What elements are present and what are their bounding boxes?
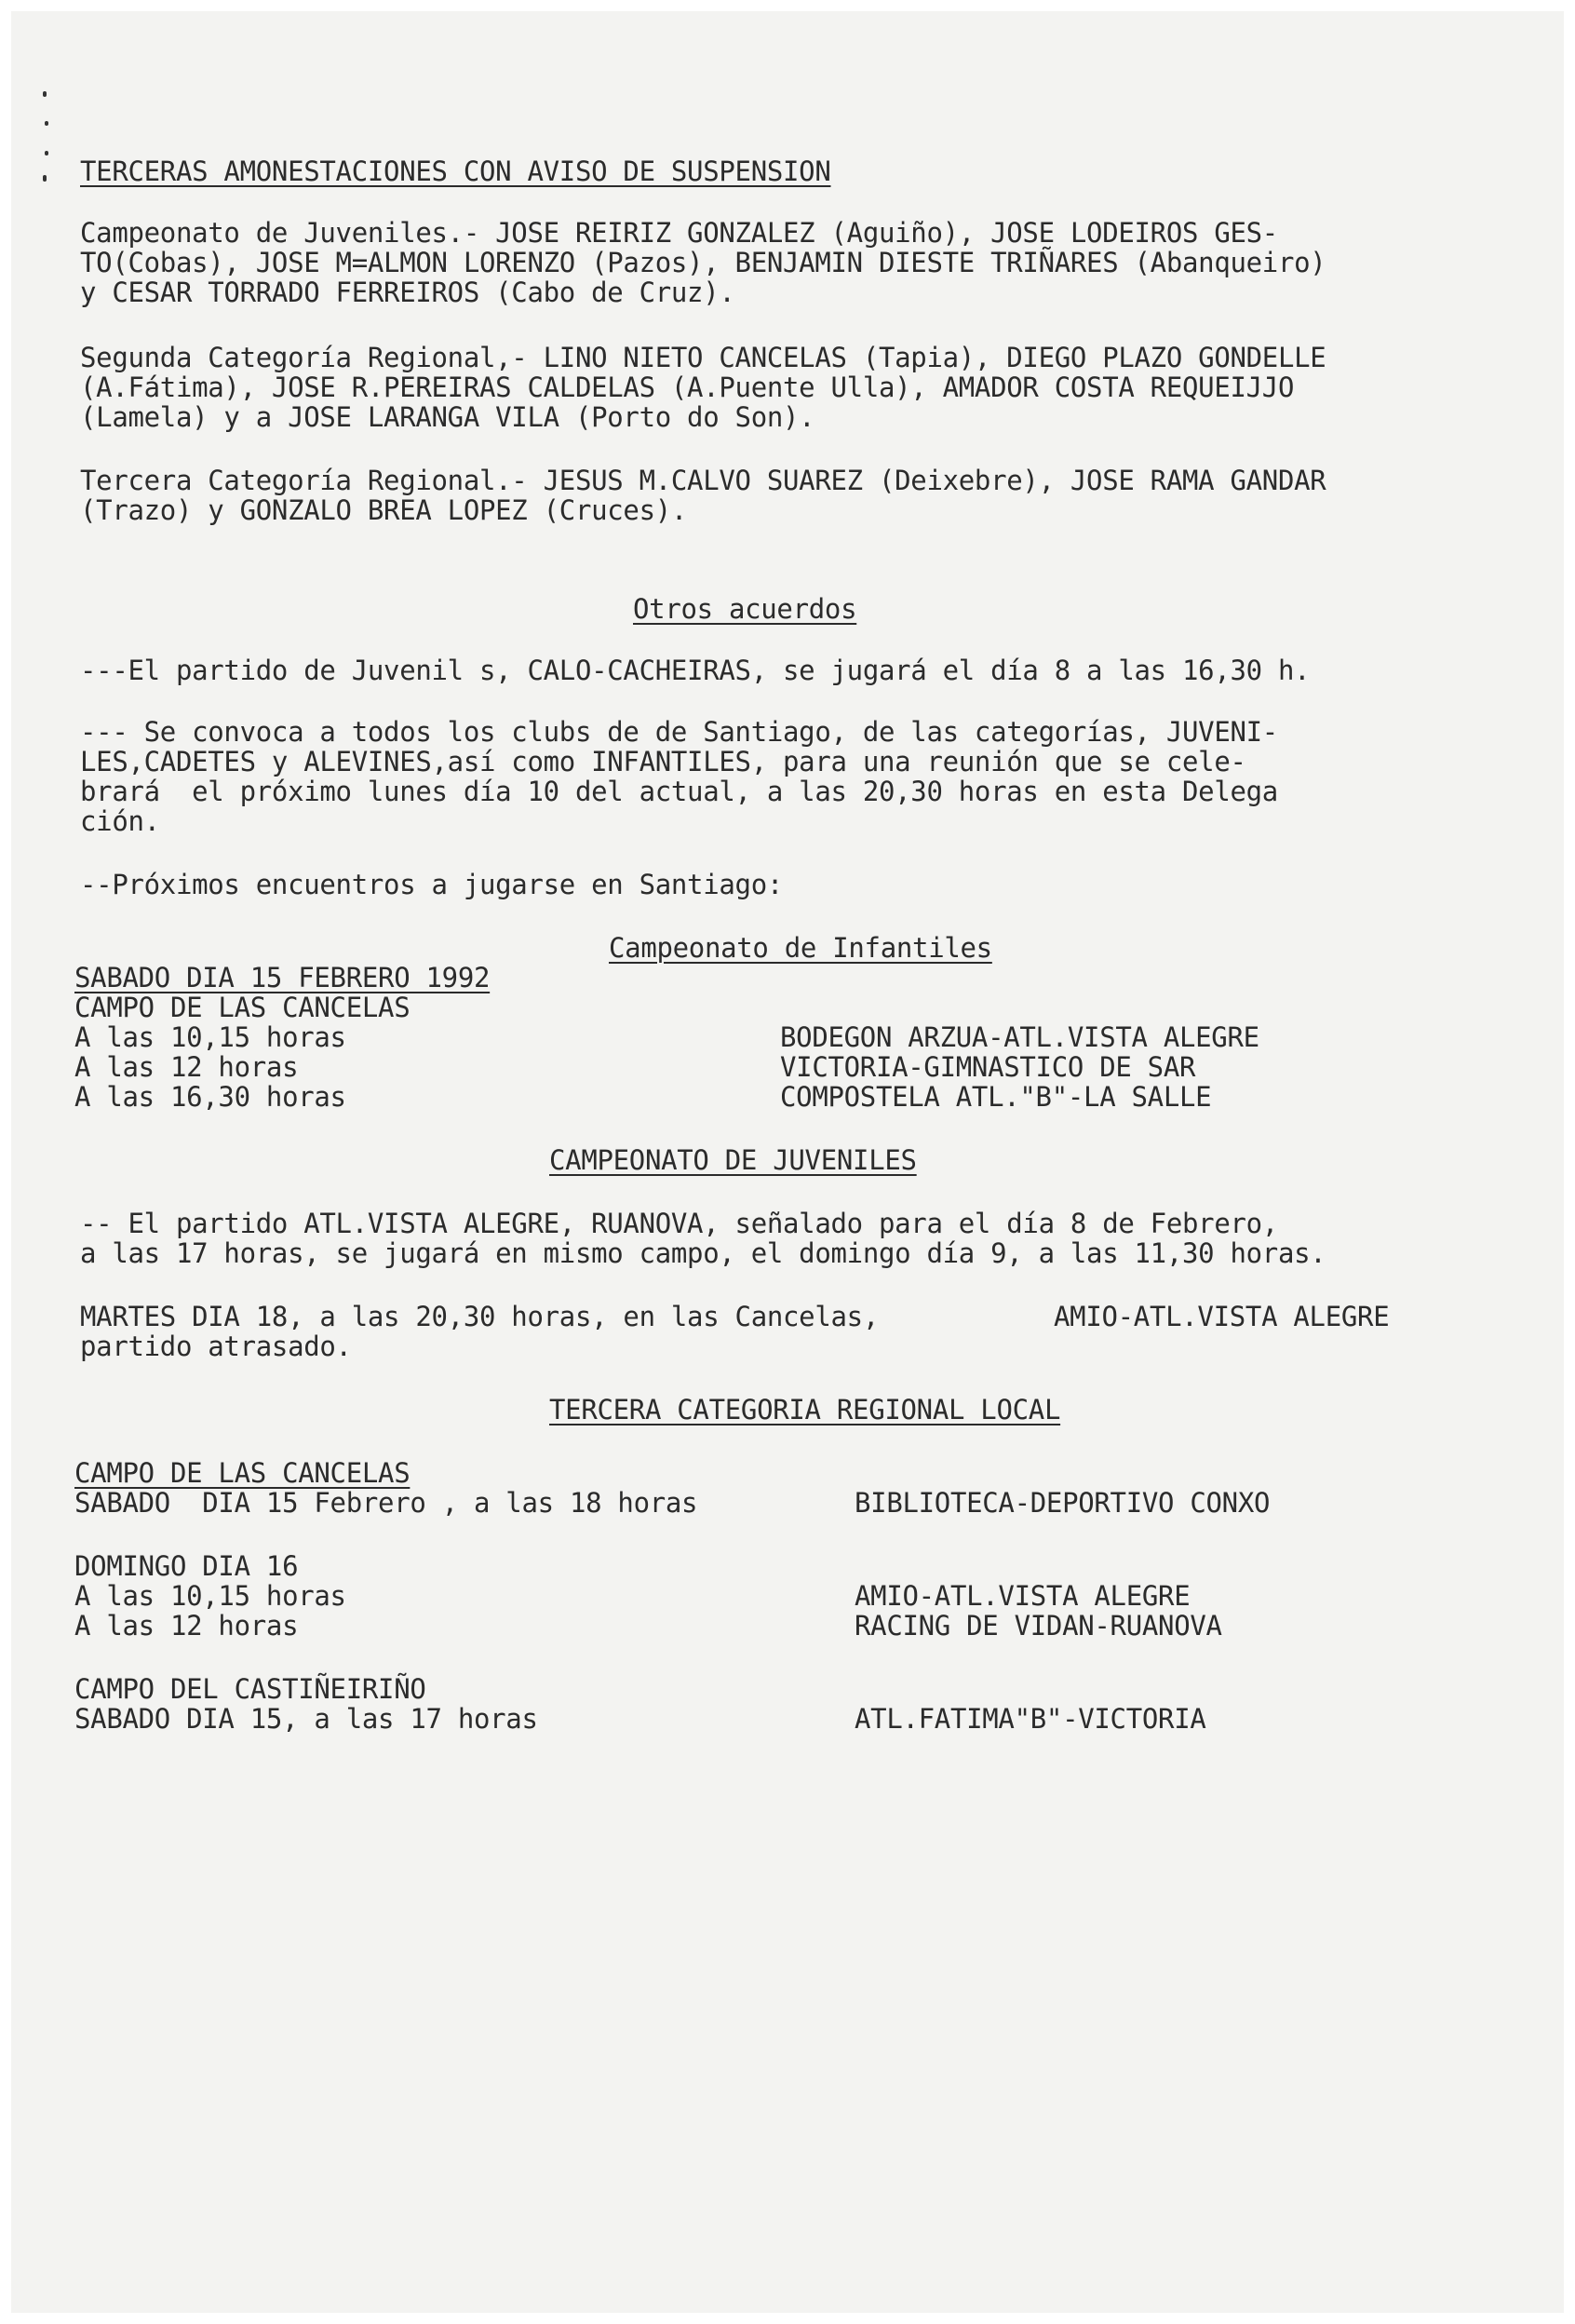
convocatoria-line: LES,CADETES y ALEVINES,así como INFANTILES, para una reunión que se cele-	[80, 746, 1246, 777]
juveniles-amonestaciones-line: y CESAR TORRADO FERREIROS (Cabo de Cruz).	[80, 277, 735, 308]
heading: TERCERAS AMONESTACIONES CON AVISO DE SUSPENSION	[80, 155, 831, 187]
otros-acuerdos-title: Otros acuerdos	[633, 593, 857, 625]
juveniles-amonestaciones-line: Campeonato de Juveniles.- JOSE REIRIZ GONZALEZ (Aguiño), JOSE LODEIROS GES-	[80, 217, 1278, 249]
margin-mark	[45, 151, 48, 155]
infantiles-time: A las 10,15 horas	[74, 1021, 346, 1053]
juveniles-title: CAMPEONATO DE JUVENILES	[549, 1144, 917, 1176]
segunda-amonestaciones-line: Segunda Categoría Regional,- LINO NIETO CANCELAS (Tapia), DIEGO PLAZO GONDELLE	[80, 342, 1326, 373]
margin-mark	[43, 91, 47, 97]
tercera-local-sabado: SABADO DIA 15 Febrero , a las 18 horas	[74, 1487, 698, 1519]
tercera-local-domingo-match: AMIO-ATL.VISTA ALEGRE	[855, 1580, 1191, 1612]
infantiles-title: Campeonato de Infantiles	[609, 932, 992, 964]
tercera-amonestaciones-line: (Trazo) y GONZALO BREA LOPEZ (Cruces).	[80, 494, 688, 526]
tercera-amonestaciones-line: Tercera Categoría Regional.- JESUS M.CALVO SUAREZ (Deixebre), JOSE RAMA GANDAR	[80, 465, 1326, 496]
juveniles-line: a las 17 horas, se jugará en mismo campo, el domingo día 9, a las 11,30 horas.	[80, 1237, 1326, 1269]
partido-juvenil-line: ---El partido de Juvenil s, CALO-CACHEIRAS, se jugará el día 8 a las 16,30 h.	[80, 655, 1311, 686]
tercera-local-domingo: DOMINGO DIA 16	[74, 1550, 299, 1582]
infantiles-time: A las 12 horas	[74, 1051, 299, 1083]
tercera-local-domingo-time: A las 10,15 horas	[74, 1580, 346, 1612]
convocatoria-line: brará el próximo lunes día 10 del actual, a las 20,30 horas en esta Delega	[80, 776, 1278, 807]
martes-match: AMIO-ATL.VISTA ALEGRE	[1054, 1301, 1390, 1332]
juveniles-line: -- El partido ATL.VISTA ALEGRE, RUANOVA, señalado para el día 8 de Febrero,	[80, 1208, 1278, 1239]
infantiles-match: COMPOSTELA ATL."B"-LA SALLE	[780, 1081, 1212, 1113]
tercera-local-campo: CAMPO DE LAS CANCELAS	[74, 1457, 411, 1489]
margin-mark	[43, 175, 47, 182]
atrasado-line: partido atrasado.	[80, 1331, 352, 1362]
tercera-local-sabado2-match: ATL.FATIMA"B"-VICTORIA	[855, 1703, 1206, 1735]
tercera-local-sabado-match: BIBLIOTECA-DEPORTIVO CONXO	[855, 1487, 1271, 1519]
segunda-amonestaciones-line: (Lamela) y a JOSE LARANGA VILA (Porto do Son).	[80, 401, 815, 433]
martes-line: MARTES DIA 18, a las 20,30 horas, en las Cancelas,	[80, 1301, 879, 1332]
document-page	[11, 11, 1564, 2313]
infantiles-date: SABADO DIA 15 FEBRERO 1992	[74, 962, 491, 993]
tercera-local-title: TERCERA CATEGORIA REGIONAL LOCAL	[549, 1394, 1061, 1425]
convocatoria-line: --- Se convoca a todos los clubs de de Santiago, de las categorías, JUVENI-	[80, 716, 1278, 748]
juveniles-amonestaciones-line: TO(Cobas), JOSE M=ALMON LORENZO (Pazos), BENJAMIN DIESTE TRIÑARES (Abanqueiro)	[80, 247, 1326, 278]
segunda-amonestaciones-line: (A.Fátima), JOSE R.PEREIRAS CALDELAS (A.Puente Ulla), AMADOR COSTA REQUEIJJO	[80, 372, 1295, 403]
tercera-local-campo2: CAMPO DEL CASTIÑEIRIÑO	[74, 1673, 426, 1705]
proximos-encuentros-line: --Próximos encuentros a jugarse en Santiago:	[80, 869, 784, 900]
infantiles-match: BODEGON ARZUA-ATL.VISTA ALEGRE	[780, 1021, 1259, 1053]
tercera-local-domingo-match: RACING DE VIDAN-RUANOVA	[855, 1610, 1222, 1642]
infantiles-time: A las 16,30 horas	[74, 1081, 346, 1113]
infantiles-match: VICTORIA-GIMNASTICO DE SAR	[780, 1051, 1196, 1083]
infantiles-campo: CAMPO DE LAS CANCELAS	[74, 992, 411, 1023]
convocatoria-line: ción.	[80, 805, 160, 837]
tercera-local-sabado2: SABADO DIA 15, a las 17 horas	[74, 1703, 538, 1735]
tercera-local-domingo-time: A las 12 horas	[74, 1610, 299, 1642]
margin-mark	[45, 121, 48, 126]
